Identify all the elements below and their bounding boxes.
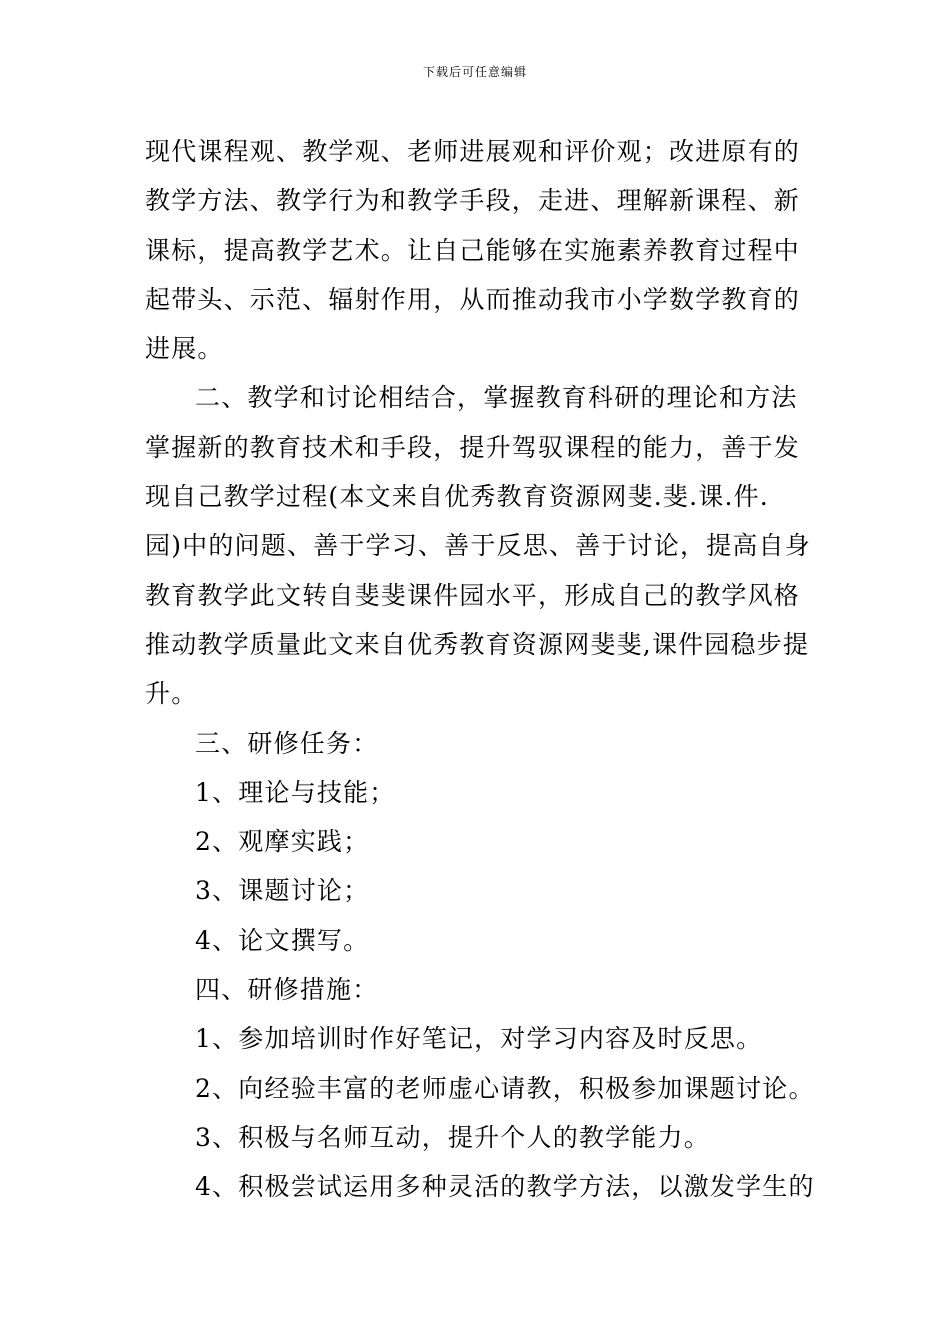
text-line: 现代课程观、教学观、老师进展观和评价观；改进原有的 [145, 137, 801, 166]
document-body [145, 127, 815, 1212]
text-line: 掌握新的教育技术和手段，提升驾驭课程的能力，善于发 [145, 432, 801, 462]
text-line: 现自己教学过程(本文来自优秀教育资源网斐.斐.课.件. [145, 482, 769, 512]
list-item: 4、积极尝试运用多种灵活的教学方法，以激发学生的 [195, 1172, 815, 1202]
text-line: 起带头、示范、辐射作用，从而推动我市小学数学教育的 [145, 284, 801, 314]
section-heading-4: 四、研修措施： [195, 975, 379, 1005]
text-line: 教育教学此文转自斐斐课件园水平，形成自己的教学风格 [145, 580, 801, 610]
list-item: 3、课题讨论； [195, 876, 370, 906]
text-line: 升。 [145, 679, 198, 709]
section-heading-2: 二、教学和讨论相结合，掌握教育科研的理论和方法 [195, 383, 798, 413]
list-item: 1、理论与技能； [195, 777, 396, 807]
list-item: 3、积极与名师互动，提升个人的教学能力。 [195, 1122, 710, 1152]
text-line: 园)中的问题、善于学习、善于反思、善于讨论，提高自身 [145, 531, 811, 561]
page-header-note: 下载后可任意编辑 [422, 65, 527, 79]
list-item: 1、参加培训时作好笔记，对学习内容及时反思。 [195, 1024, 763, 1054]
text-line: 进展。 [145, 334, 224, 364]
list-item: 4、论文撰写。 [195, 925, 370, 955]
text-line: 推动教学质量此文来自优秀教育资源网斐斐,课件园稳步提 [145, 629, 810, 659]
section-heading-3: 三、研修任务： [195, 728, 379, 758]
text-line: 教学方法、教学行为和教学手段，走进、理解新课程、新 [145, 186, 801, 216]
text-line: 课标，提高教学艺术。让自己能够在实施素养教育过程中 [145, 235, 801, 265]
list-item: 2、观摩实践； [195, 827, 370, 857]
list-item: 2、向经验丰富的老师虚心请教，积极参加课题讨论。 [195, 1073, 815, 1103]
